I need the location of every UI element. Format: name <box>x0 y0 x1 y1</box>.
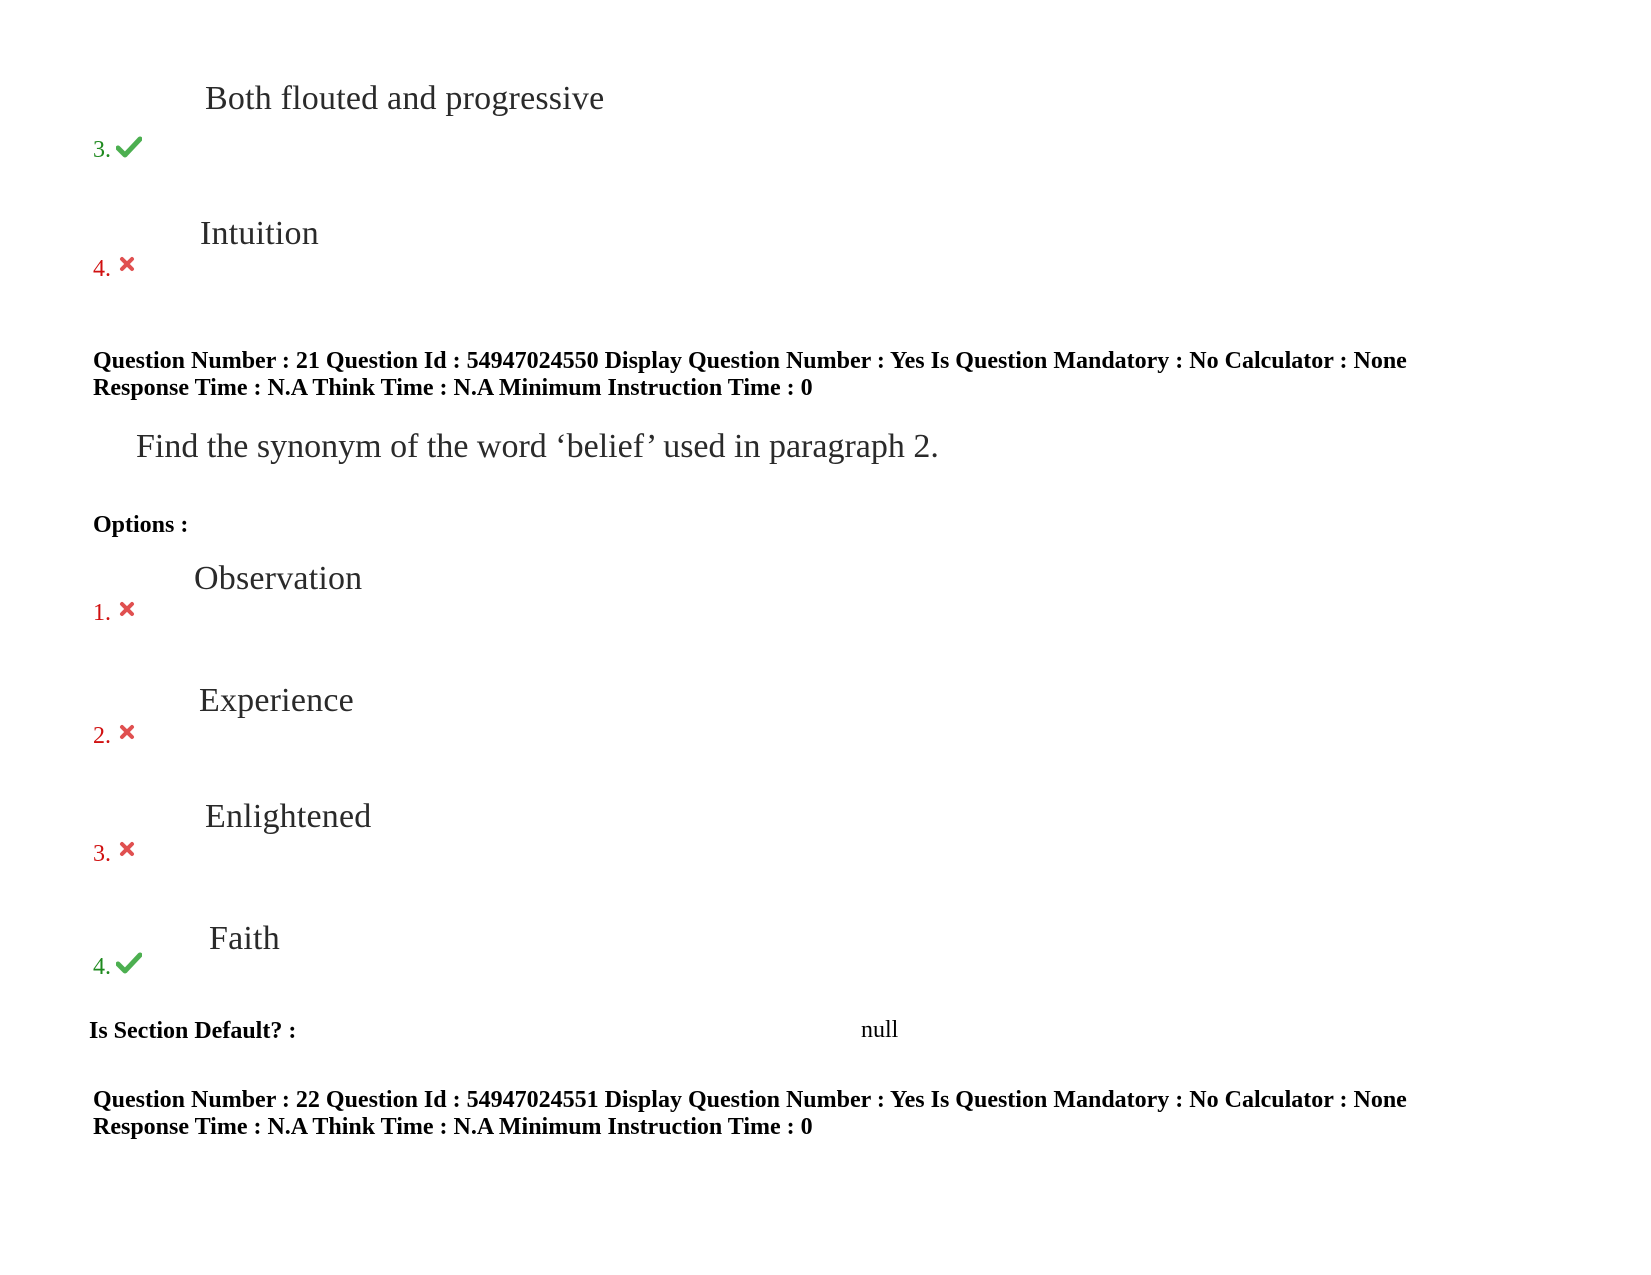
cross-icon <box>119 841 135 857</box>
q22-meta-line2: Response Time : N.A Think Time : N.A Minimum Instruction Time : 0 <box>93 1114 813 1140</box>
prev-option-4-number: 4. <box>93 256 111 282</box>
cross-icon <box>119 601 135 617</box>
check-icon <box>116 952 142 974</box>
q21-meta-line1: Question Number : 21 Question Id : 54947024550 Display Question Number : Yes Is Question Mandatory : No Calculator : None <box>93 348 1407 374</box>
q21-meta-line2: Response Time : N.A Think Time : N.A Minimum Instruction Time : 0 <box>93 375 813 401</box>
q21-options-label: Options : <box>93 512 189 538</box>
q21-option-1-text: Observation <box>194 560 363 597</box>
q21-option-4-number: 4. <box>93 954 111 980</box>
q21-option-2-number: 2. <box>93 723 111 749</box>
cross-icon <box>119 724 135 740</box>
q21-option-1-number: 1. <box>93 600 111 626</box>
q21-option-3-text: Enlightened <box>205 798 372 835</box>
q21-question-text: Find the synonym of the word ‘belief’ used in paragraph 2. <box>136 428 939 465</box>
check-icon <box>116 136 142 158</box>
q21-option-3-number: 3. <box>93 841 111 867</box>
q21-option-2-text: Experience <box>199 682 354 719</box>
prev-option-3-text: Both flouted and progressive <box>205 80 605 117</box>
section-default-value: null <box>861 1017 899 1043</box>
cross-icon <box>119 256 135 272</box>
prev-option-4-text: Intuition <box>200 215 319 252</box>
q22-meta-line1: Question Number : 22 Question Id : 54947024551 Display Question Number : Yes Is Question Mandatory : No Calculator : None <box>93 1087 1407 1113</box>
section-default-label: Is Section Default? : <box>89 1018 297 1044</box>
q21-option-4-text: Faith <box>209 920 280 957</box>
prev-option-3-number: 3. <box>93 137 111 163</box>
